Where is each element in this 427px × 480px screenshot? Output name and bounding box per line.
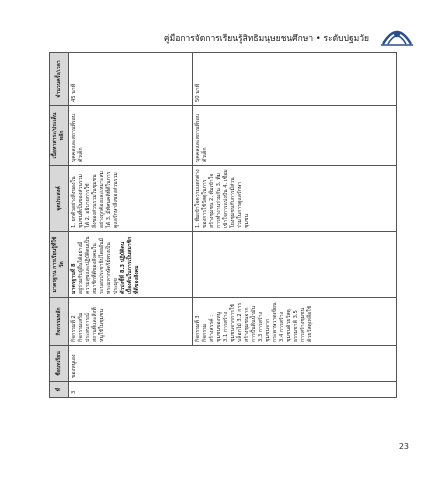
col-header-activity: กิจกรรมหลัก xyxy=(50,298,69,346)
organization-seal-icon xyxy=(379,18,415,48)
cell-content: บุคคลและสถานที่รอบตัวเด็ก xyxy=(192,106,396,166)
lesson-plan-table xyxy=(49,52,397,398)
table-row xyxy=(69,53,193,398)
cell-standard-empty xyxy=(192,232,396,298)
page-header xyxy=(0,0,427,60)
cell-activity xyxy=(192,298,396,346)
standard-title: มาตรฐานที่ 8 xyxy=(71,263,78,294)
cell-standard xyxy=(69,232,193,298)
manual-title: คู่มือการจัดการเรียนรู้สิทธิมนุษยชนศึกษา • ระดับปฐมวัย xyxy=(163,34,369,44)
cell-time: 50 นาที xyxy=(192,53,396,106)
col-header-standard: มาตรฐาน การเรียนรู้ที่ใช้วัด xyxy=(50,232,69,298)
col-header-lesson: ชื่อบทเรียน xyxy=(50,346,69,382)
rotated-table xyxy=(49,53,397,398)
cell-objective: 1. ยกตัวอย่างสิ่งของในชุมชนที่เป็นของส่วนรวมได้ 2. อธิบายการใช้สิ่งของส่วนรวมในชุมชนอย่างถูกต้องและเหมาะสมได้ 3. มีทัศนคติที่ดีในการดูแลรักษาสิ่งของส่วนรวม xyxy=(69,166,193,232)
cell-lesson: ของหนูเอง xyxy=(69,346,397,382)
table-header-row xyxy=(50,53,69,398)
col-header-objective: จุดประสงค์ xyxy=(50,166,69,232)
col-header-time: จำนวนครั้ง/เวลา xyxy=(50,53,69,106)
col-header-no: ที่ xyxy=(50,382,69,398)
col-header-content: เนื้อหาสาระ/ประเด็นหลัก xyxy=(50,106,69,166)
cell-time: 45 นาที xyxy=(69,53,193,106)
cell-objective: 1. ทีมเข้าใจความแตกต่างของการใช้วัสดุในการสร้างชุมชน 2. ทีมเข้าใจการทำงานร่วมกัน 3. ทีมเข้าใจการแบ่งปัน 4. เชื่อมโยงชุมชนกับการมีส่วนร่วมในการดูแลรักษาชุมชน xyxy=(192,166,396,232)
lesson-plan-table-container xyxy=(49,53,397,398)
standard-text: อยู่ร่วมกับผู้อื่นได้อย่างมีความสุขและปฏิบัติตนเป็นสมาชิกที่ดีของสังคมในระบอบประชาธิปไตยอันมีพระมหากษัตริย์ทรงเป็นประมุข xyxy=(78,236,120,294)
activity-items: 3.1 การสร้างชุมชนจากการใช้บล็อกไม้ 3.2 การสร้างชุมชนจากการปั้นดินน้ำมัน 3.3 การสร้างชุมชนจากกระดาษวาดเขียน 3.4 การสร้างชุมชนด้วยวัสดุธรรมชาติ 3.5 การสร้างชุมชนด้วยวัสดุเหลือใช้ xyxy=(222,302,313,342)
indicator-text: ตัวบ่งชี้ที่ 8.3 ปฏิบัติตนเบื้องต้นในการเป็นสมาชิกที่ดีของสังคม xyxy=(120,236,141,294)
cell-activity: กิจกรรมที่ 2 กิจกรรมเสริมประสบการณ์ สถานที่และสิ่งที่หนูใช้ในชุมชน xyxy=(69,298,193,346)
page-number: 23 xyxy=(398,442,409,451)
cell-no: 3 xyxy=(69,382,397,398)
cell-content: บุคคลและสถานที่รอบตัวเด็ก xyxy=(69,106,193,166)
activity-title: กิจกรรมที่ 3 กิจกรรมสร้างสรรค์ : ชุมชนของหนู xyxy=(194,311,222,342)
